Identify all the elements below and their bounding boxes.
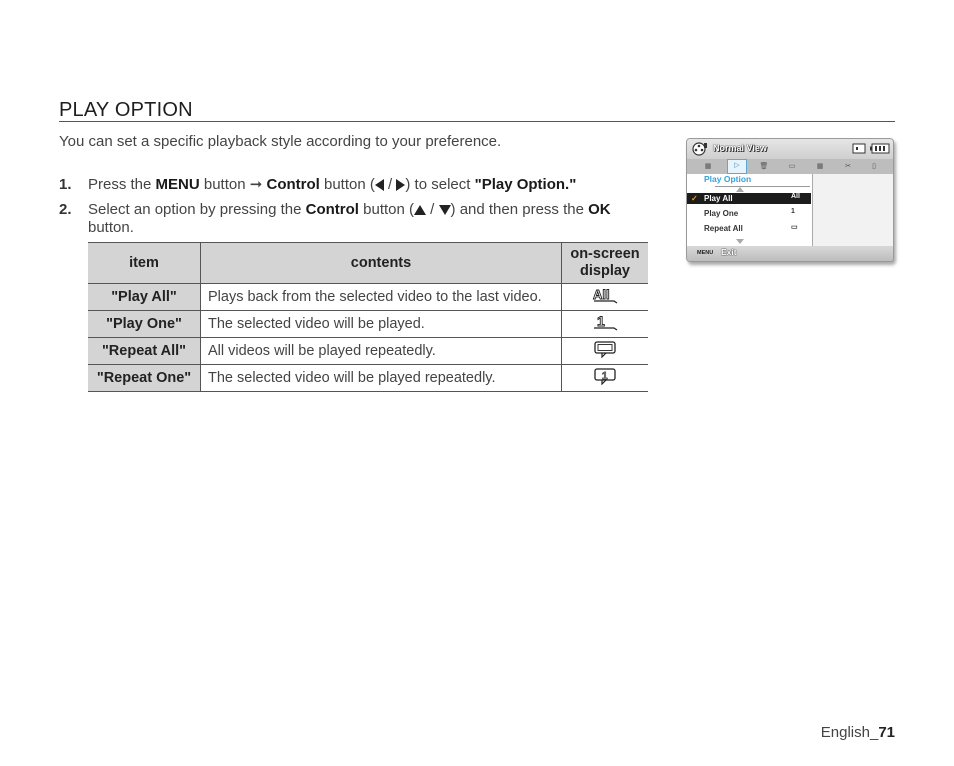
display-cell <box>562 338 649 365</box>
step-text: Select an option by pressing the Control button ( / ) and then press the OK button. <box>88 201 611 236</box>
title-rule <box>59 121 895 122</box>
screen-header <box>687 139 893 159</box>
menu-button[interactable]: MENU <box>697 250 714 256</box>
table-header-row <box>88 243 648 284</box>
exit-button[interactable]: Exit <box>721 247 737 257</box>
col-header-item: item <box>88 243 201 284</box>
page-footer <box>821 724 895 741</box>
table-row <box>88 338 648 365</box>
play-all-icon <box>592 286 618 304</box>
menu-divider <box>715 186 810 187</box>
left-triangle-icon <box>375 179 384 191</box>
col-header-contents: contents <box>201 243 562 284</box>
contents-cell: The selected video will be played. <box>201 311 562 338</box>
scroll-up-icon <box>736 187 744 192</box>
svg-text:1: 1 <box>602 371 608 382</box>
film-reel-icon <box>692 142 708 156</box>
tab-grid-icon[interactable]: ▦ <box>816 163 824 170</box>
step-1 <box>59 176 659 194</box>
arrow-icon: ➞ <box>249 176 263 193</box>
contents-cell: Plays back from the selected video to the last video. <box>201 284 562 311</box>
item-cell: "Repeat All" <box>88 338 201 365</box>
screen-menu <box>687 174 813 246</box>
item-cell: "Play All" <box>88 284 201 311</box>
menu-item-play-all[interactable]: ✓ Play All All <box>687 193 811 204</box>
repeat-all-icon: ▭ <box>791 224 798 231</box>
tab-edit-icon[interactable]: ✂ <box>845 163 851 170</box>
tab-delete-icon[interactable]: 🗑 <box>759 163 769 170</box>
step-number: 2. <box>59 201 72 218</box>
item-cell: "Play One" <box>88 311 201 338</box>
camera-screen-illustration <box>686 138 894 262</box>
step-number: 1. <box>59 176 72 193</box>
intro-text: You can set a specific playback style according to your preference. <box>59 133 502 150</box>
svg-text:All: All <box>593 287 610 302</box>
tab-info-icon[interactable]: ▯ <box>872 163 876 170</box>
table-row <box>88 284 648 311</box>
battery-icon <box>870 143 890 154</box>
tab-thumbnail-icon[interactable]: ▦ <box>704 163 712 170</box>
step-2 <box>59 201 659 237</box>
col-header-display: on-screen display <box>562 243 649 284</box>
item-cell: "Repeat One" <box>88 365 201 392</box>
footer-language: English_ <box>820 724 879 741</box>
screen-footer <box>687 246 893 261</box>
contents-cell: All videos will be played repeatedly. <box>201 338 562 365</box>
play-option-table <box>88 242 648 392</box>
display-cell <box>562 365 649 392</box>
play-one-icon <box>592 313 618 331</box>
display-cell <box>562 311 649 338</box>
table-row <box>88 311 648 338</box>
table-row <box>88 365 648 392</box>
tab-memory-icon[interactable]: ▭ <box>788 163 796 170</box>
menu-header: Play Option <box>704 174 752 184</box>
page-title: PLAY OPTION <box>59 99 193 121</box>
svg-text:1: 1 <box>597 313 605 329</box>
page-number: 71 <box>878 724 895 741</box>
up-triangle-icon <box>414 205 426 215</box>
check-icon: ✓ <box>691 194 698 203</box>
display-cell <box>562 284 649 311</box>
screen-title: Normal View <box>713 143 767 153</box>
contents-cell: The selected video will be played repeatedly. <box>201 365 562 392</box>
play-one-icon: 1 <box>791 208 795 215</box>
menu-item-play-one[interactable]: Play One 1 <box>704 208 795 218</box>
menu-item-repeat-all[interactable]: Repeat All ▭ <box>704 224 798 233</box>
card-icon <box>852 143 866 154</box>
repeat-one-icon <box>593 367 617 385</box>
scroll-down-icon <box>736 239 744 244</box>
play-all-icon: All <box>791 193 800 200</box>
screen-tab-bar <box>687 159 893 174</box>
down-triangle-icon <box>439 205 451 215</box>
step-text: Press the MENU button ➞ Control button ( / ) to select "Play Option." <box>88 176 577 193</box>
repeat-all-icon <box>593 340 617 358</box>
tab-play-option-icon[interactable]: ▷ <box>727 159 747 174</box>
